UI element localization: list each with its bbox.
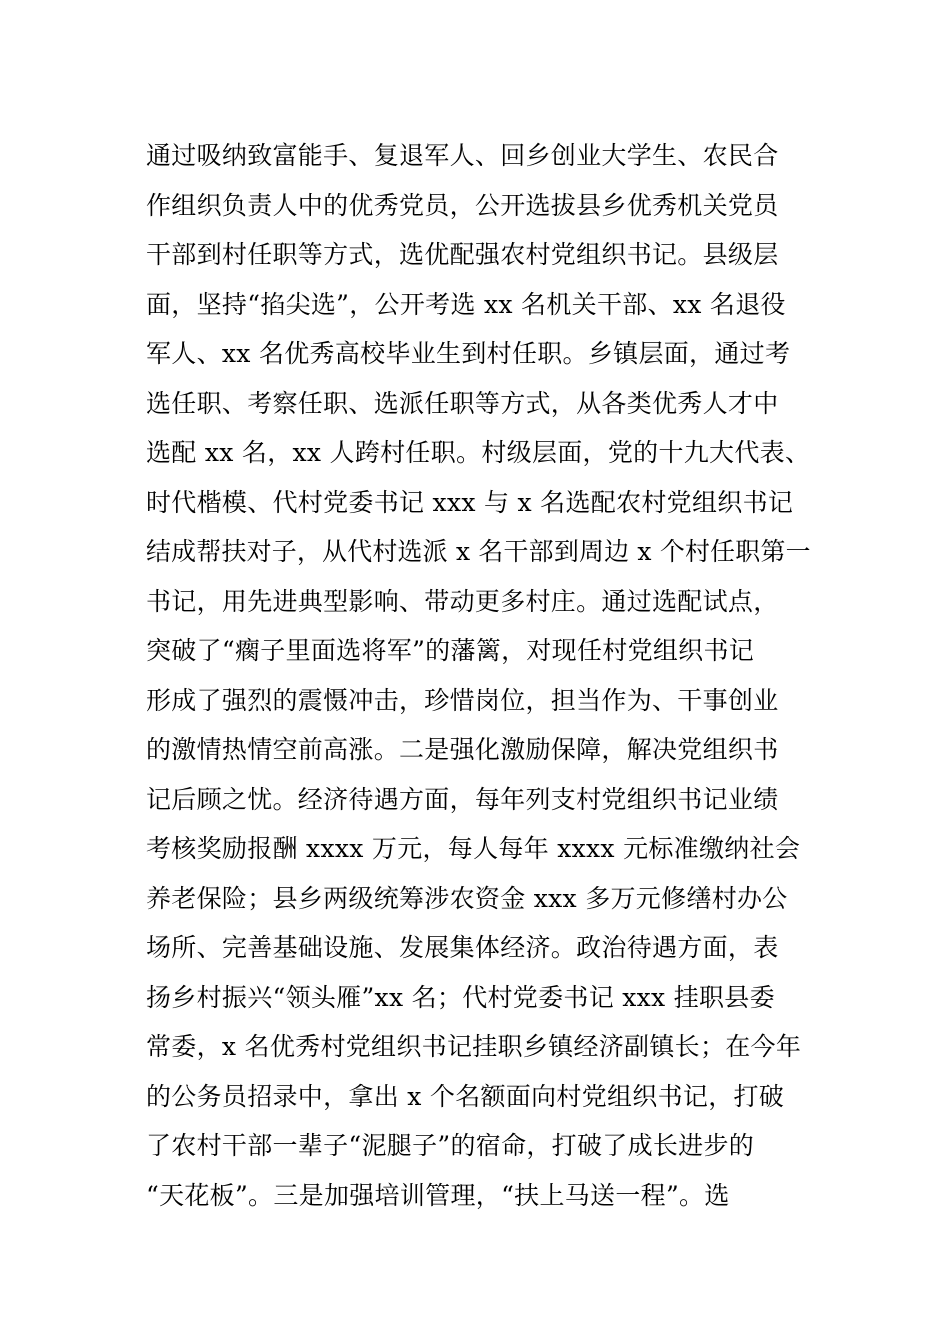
- text-line: 养老保险；县乡两级统筹涉农资金 xxx 多万元修缮村办公: [146, 883, 788, 913]
- text-line: 干部到村任职等方式，选优配强农村党组织书记。县级层: [146, 240, 779, 269]
- text-line: 记后顾之忧。经济待遇方面，每年列支村党组织书记业绩: [146, 784, 779, 814]
- text-line: 考核奖励报酬 xxxx 万元，每人每年 xxxx 元标准缴纳社会: [146, 834, 801, 863]
- text-line: “天花板”。三是加强培训管理，“扶上马送一程”。选: [146, 1180, 730, 1210]
- text-line: 时代楷模、代村党委书记 xxx 与 x 名选配农村党组织书记: [146, 487, 794, 517]
- text-line: 的激情热情空前高涨。二是强化激励保障，解决党组织书: [146, 735, 779, 764]
- text-line: 面，坚持“掐尖选”，公开考选 xx 名机关干部、xx 名退役: [146, 289, 786, 319]
- text-line: 场所、完善基础设施、发展集体经济。政治待遇方面，表: [146, 933, 779, 962]
- text-line: 通过吸纳致富能手、复退军人、回乡创业大学生、农民合: [146, 141, 779, 170]
- text-line: 军人、xx 名优秀高校毕业生到村任职。乡镇层面，通过考: [146, 339, 791, 368]
- text-line: 结成帮扶对子，从代村选派 x 名干部到周边 x 个村任职第一: [146, 537, 811, 566]
- text-line: 书记，用先进典型影响、带动更多村庄。通过选配试点，: [146, 586, 779, 616]
- body-text: [146, 131, 811, 1220]
- text-line: 常委，x 名优秀村党组织书记挂职乡镇经济副镇长；在今年: [146, 1032, 802, 1061]
- text-line: 选任职、考察任职、选派任职等方式，从各类优秀人才中: [146, 388, 779, 418]
- text-line: 形成了强烈的震慑冲击，珍惜岗位，担当作为、干事创业: [146, 685, 779, 715]
- text-line: 扬乡村振兴“领头雁”xx 名；代村党委书记 xxx 挂职县委: [146, 982, 775, 1012]
- text-line: 作组织负责人中的优秀党员，公开选拔县乡优秀机关党员: [146, 190, 779, 220]
- text-line: 的公务员招录中，拿出 x 个名额面向村党组织书记，打破: [146, 1081, 785, 1111]
- text-line: 选配 xx 名，xx 人跨村任职。村级层面，党的十九大代表、: [146, 438, 811, 467]
- text-line: 了农村干部一辈子“泥腿子”的宿命，打破了成长进步的: [146, 1131, 755, 1160]
- text-line: 突破了“瘸子里面选将军”的藩篱，对现任村党组织书记: [146, 636, 755, 665]
